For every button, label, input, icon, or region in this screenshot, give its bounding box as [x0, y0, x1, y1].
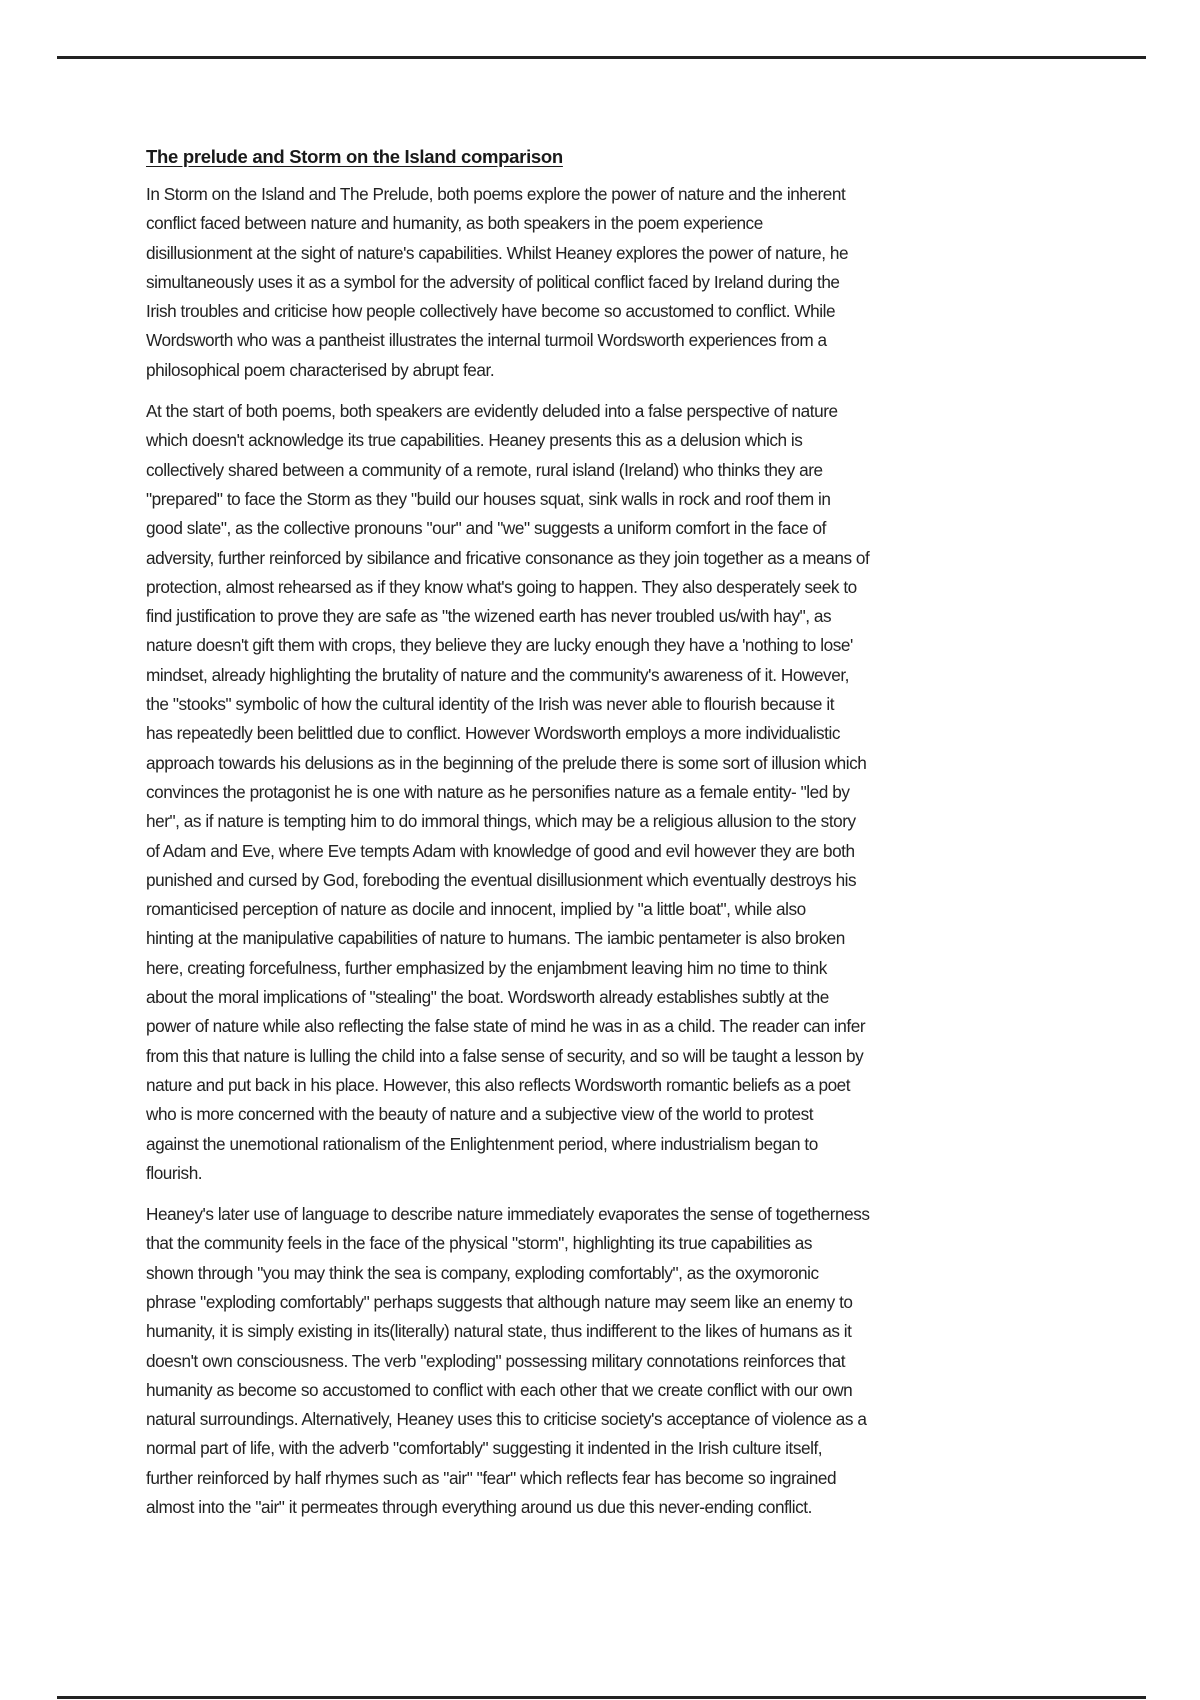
text-line: philosophical poem characterised by abrupt fear.	[146, 359, 495, 380]
text-line: about the moral implications of "stealing" the boat. Wordsworth already establishes subtly at the	[146, 987, 829, 1008]
text-line: nature doesn't gift them with crops, they believe they are lucky enough they have a 'nothing to lose'	[146, 635, 853, 656]
text-line: conflict faced between nature and humanity, as both speakers in the poem experience	[146, 213, 763, 234]
document-page	[146, 146, 1086, 1534]
text-line: normal part of life, with the adverb "comfortably" suggesting it indented in the Irish culture itself,	[146, 1438, 823, 1459]
text-line: Wordsworth who was a pantheist illustrates the internal turmoil Wordsworth experiences from a	[146, 330, 827, 351]
text-line: Heaney's later use of language to describe nature immediately evaporates the sense of togetherness	[146, 1204, 870, 1225]
text-line: natural surroundings. Alternatively, Heaney uses this to criticise society's acceptance of violence as a	[146, 1409, 867, 1430]
text-line: find justification to prove they are safe as "the wizened earth has never troubled us/with hay", as	[146, 606, 832, 627]
paragraph-intro	[146, 180, 1086, 385]
text-line: good slate", as the collective pronouns "our" and "we" suggests a uniform comfort in the face of	[146, 518, 826, 539]
text-line: against the unemotional rationalism of the Enlightenment period, where industrialism began to	[146, 1133, 818, 1154]
text-line: In Storm on the Island and The Prelude, both poems explore the power of nature and the inherent	[146, 184, 846, 204]
text-line: who is more concerned with the beauty of nature and a subjective view of the world to protest	[146, 1104, 814, 1125]
footer-rule	[57, 1696, 1146, 1699]
text-line: here, creating forcefulness, further emphasized by the enjambment leaving him no time to think	[146, 957, 827, 978]
text-line: adversity, further reinforced by sibilance and fricative consonance as they join together as a means of	[146, 547, 870, 568]
text-line: her", as if nature is tempting him to do immoral things, which may be a religious allusion to the story	[146, 811, 856, 832]
text-line: collectively shared between a community of a remote, rural island (Ireland) who thinks they are	[146, 459, 823, 480]
text-line: shown through "you may think the sea is company, exploding comfortably", as the oxymoronic	[146, 1262, 819, 1283]
text-line: flourish.	[146, 1162, 203, 1183]
text-line: nature and put back in his place. However, this also reflects Wordsworth romantic beliefs as a poet	[146, 1074, 851, 1095]
text-line: from this that nature is lulling the child into a false sense of security, and so will be taught a lesson by	[146, 1045, 864, 1066]
text-line: mindset, already highlighting the brutality of nature and the community's awareness of it. However,	[146, 664, 849, 685]
text-line: further reinforced by half rhymes such as "air" "fear" which reflects fear has become so ingrained	[146, 1467, 837, 1488]
text-line: romanticised perception of nature as docile and innocent, implied by "a little boat", while also	[146, 899, 806, 920]
text-line: has repeatedly been belittled due to conflict. However Wordsworth employs a more individualistic	[146, 723, 841, 744]
text-line: punished and cursed by God, foreboding the eventual disillusionment which eventually destroys his	[146, 869, 857, 890]
paragraph-delusion	[146, 397, 1086, 1188]
text-line: doesn't own consciousness. The verb "exploding" possessing military connotations reinforces that	[146, 1350, 846, 1371]
text-line: which doesn't acknowledge its true capabilities. Heaney presents this as a delusion which is	[146, 430, 803, 451]
text-line: that the community feels in the face of the physical "storm", highlighting its true capabilities as	[146, 1233, 813, 1254]
text-line: the "stooks" symbolic of how the cultural identity of the Irish was never able to flourish because it	[146, 694, 835, 715]
text-line: approach towards his delusions as in the beginning of the prelude there is some sort of illusion which	[146, 752, 867, 773]
text-line: phrase "exploding comfortably" perhaps suggests that although nature may seem like an enemy to	[146, 1291, 853, 1312]
text-line: power of nature while also reflecting the false state of mind he was in as a child. The reader can infer	[146, 1016, 866, 1037]
text-line: humanity, it is simply existing in its(literally) natural state, thus indifferent to the likes of humans as it	[146, 1321, 852, 1342]
text-line: almost into the "air" it permeates through everything around us due this never-ending conflict.	[146, 1497, 812, 1518]
text-line: hinting at the manipulative capabilities of nature to humans. The iambic pentameter is also broken	[146, 928, 845, 949]
text-line: disillusionment at the sight of nature's capabilities. Whilst Heaney explores the power of nature, he	[146, 242, 849, 263]
header-rule	[57, 56, 1146, 59]
text-line: humanity as become so accustomed to conflict with each other that we create conflict with our own	[146, 1379, 853, 1400]
document-title: The prelude and Storm on the Island comparison	[146, 146, 563, 167]
text-line: At the start of both poems, both speakers are evidently deluded into a false perspective of nature	[146, 401, 838, 422]
paragraph-heaney-language	[146, 1200, 1086, 1522]
text-line: protection, almost rehearsed as if they know what's going to happen. They also desperately seek to	[146, 576, 857, 597]
text-line: Irish troubles and criticise how people collectively have become so accustomed to conflict. While	[146, 301, 836, 322]
text-line: of Adam and Eve, where Eve tempts Adam with knowledge of good and evil however they are both	[146, 840, 855, 861]
text-line: "prepared" to face the Storm as they "build our houses squat, sink walls in rock and roof them in	[146, 488, 831, 509]
text-line: convinces the protagonist he is one with nature as he personifies nature as a female entity- "led by	[146, 781, 850, 802]
text-line: simultaneously uses it as a symbol for the adversity of political conflict faced by Ireland during the	[146, 271, 840, 292]
